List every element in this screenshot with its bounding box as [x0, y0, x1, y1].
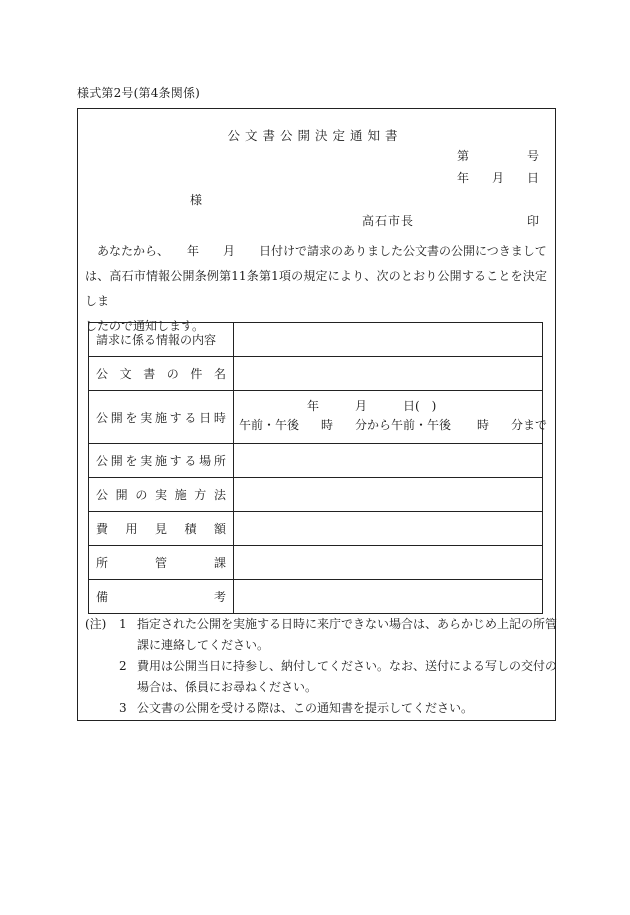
note-text: 費用は公開当日に持参し、納付してください。なお、送付による写しの交付の: [137, 659, 558, 673]
note-number: 1: [119, 617, 127, 631]
value-document-title: [234, 357, 543, 391]
table-row: [89, 323, 543, 357]
dt-from-ampm: 午前・午後: [239, 418, 300, 432]
disclosure-table: [88, 322, 548, 614]
label-char: 名: [213, 367, 226, 381]
label-char: 実: [140, 410, 153, 425]
label-char: 方: [194, 488, 207, 502]
label-char: 公: [96, 410, 109, 425]
label-char: す: [169, 454, 182, 468]
row-label-location: [89, 444, 234, 478]
label-char: 施: [154, 454, 167, 468]
body-line: したので通知します。: [85, 319, 205, 333]
label-char: 所: [213, 454, 226, 468]
note-continuation: [85, 677, 555, 698]
notes-section: [85, 614, 558, 719]
label-char: 件: [190, 367, 203, 381]
table-row: [89, 478, 543, 512]
dt-to-hour: 時: [477, 418, 490, 432]
row-label-remarks: [89, 580, 234, 614]
issuer-name: 高石市長: [362, 214, 415, 228]
table-row: [89, 512, 543, 546]
value-request-content: [234, 323, 543, 357]
label-char: の: [166, 367, 179, 381]
label-char: 施: [174, 488, 187, 502]
doc-number-suffix: 号: [527, 149, 540, 163]
label-char: 開: [110, 410, 123, 425]
label-char: 額: [213, 522, 226, 536]
dt-to-min: 分まで: [511, 418, 548, 432]
row-label-method: [89, 478, 234, 512]
label-char: 施: [154, 410, 167, 425]
label-char: を: [125, 454, 138, 468]
note-number: 2: [119, 659, 127, 673]
label-char: 公: [96, 367, 109, 381]
label-char: る: [184, 454, 197, 468]
label-char: 費: [96, 522, 109, 536]
label-char: 実: [140, 454, 153, 468]
label-char: 考: [213, 590, 226, 604]
table-row: [89, 444, 543, 478]
label-char: 開: [115, 488, 128, 502]
value-cost-estimate: [234, 512, 543, 546]
note-item: [85, 698, 555, 719]
table-row: [89, 546, 543, 580]
row-label-datetime: [89, 391, 234, 444]
notes-prefix: (注): [85, 617, 107, 631]
recipient-suffix: 様: [190, 193, 203, 207]
label-char: 書: [143, 367, 156, 381]
value-datetime: [234, 391, 548, 444]
note-continuation: [85, 635, 555, 656]
body-line: あなたから、 年 月 日付けで請求のありました公文書の公開につきまして: [85, 244, 547, 258]
label-char: 管: [154, 556, 167, 570]
table-row: [89, 580, 543, 614]
label-char: 用: [125, 522, 138, 536]
note-text: 場合は、係員にお尋ねください。: [137, 680, 318, 694]
row-label-document-title: [89, 357, 234, 391]
note-item: [85, 656, 558, 677]
value-department: [234, 546, 543, 580]
table-row: [89, 391, 543, 444]
row-label-department: [89, 546, 234, 580]
row-label-cost-estimate: [89, 512, 234, 546]
dt-from-min: 分から午前・午後: [355, 418, 452, 432]
dt-year: 年: [307, 399, 320, 413]
label-char: 時: [213, 410, 226, 425]
date-day: 日: [527, 171, 540, 185]
body-line: は、高石市情報公開条例第11条第1項の規定により、次のとおり公開することを決定しま: [85, 269, 547, 308]
note-number: 3: [119, 701, 127, 715]
doc-number-prefix: 第: [457, 149, 470, 163]
label-char: 日: [199, 410, 212, 425]
label-char: 所: [96, 556, 109, 570]
value-method: [234, 478, 543, 512]
document-title: 公文書公開決定通知書: [227, 128, 403, 143]
note-text: 公文書の公開を受ける際は、この通知書を提示してください。: [137, 701, 474, 715]
label-char: 公: [96, 488, 109, 502]
dt-month: 月: [355, 399, 368, 413]
label-char: 文: [119, 367, 132, 381]
note-text: 指定された公開を実施する日時に来庁できない場合は、あらかじめ上記の所管: [137, 617, 558, 631]
label-char: 公: [96, 454, 109, 468]
dt-day: 日( ): [403, 399, 437, 413]
label-char: 開: [110, 454, 123, 468]
label-char: 備: [96, 590, 109, 604]
label-char: 積: [184, 522, 197, 536]
label-char: 実: [154, 488, 167, 502]
table-row: [89, 357, 543, 391]
seal-mark: 印: [527, 214, 540, 228]
label-char: る: [184, 410, 197, 425]
note-item: [85, 614, 558, 635]
label-char: す: [169, 410, 182, 425]
value-location: [234, 444, 543, 478]
date-year: 年: [457, 171, 470, 185]
label-char: 課: [213, 556, 226, 570]
label-char: を: [125, 410, 138, 425]
row-label-request-content: 請求に係る情報の内容: [89, 323, 234, 357]
date-month: 月: [492, 171, 505, 185]
label-char: の: [135, 488, 148, 502]
note-text: 課に連絡してください。: [137, 638, 270, 652]
label-char: 法: [213, 488, 226, 502]
label-char: 見: [154, 522, 167, 536]
value-remarks: [234, 580, 543, 614]
label-char: 場: [199, 454, 212, 468]
dt-from-hour: 時: [321, 418, 334, 432]
form-number-label: 様式第2号(第4条関係): [77, 86, 201, 100]
